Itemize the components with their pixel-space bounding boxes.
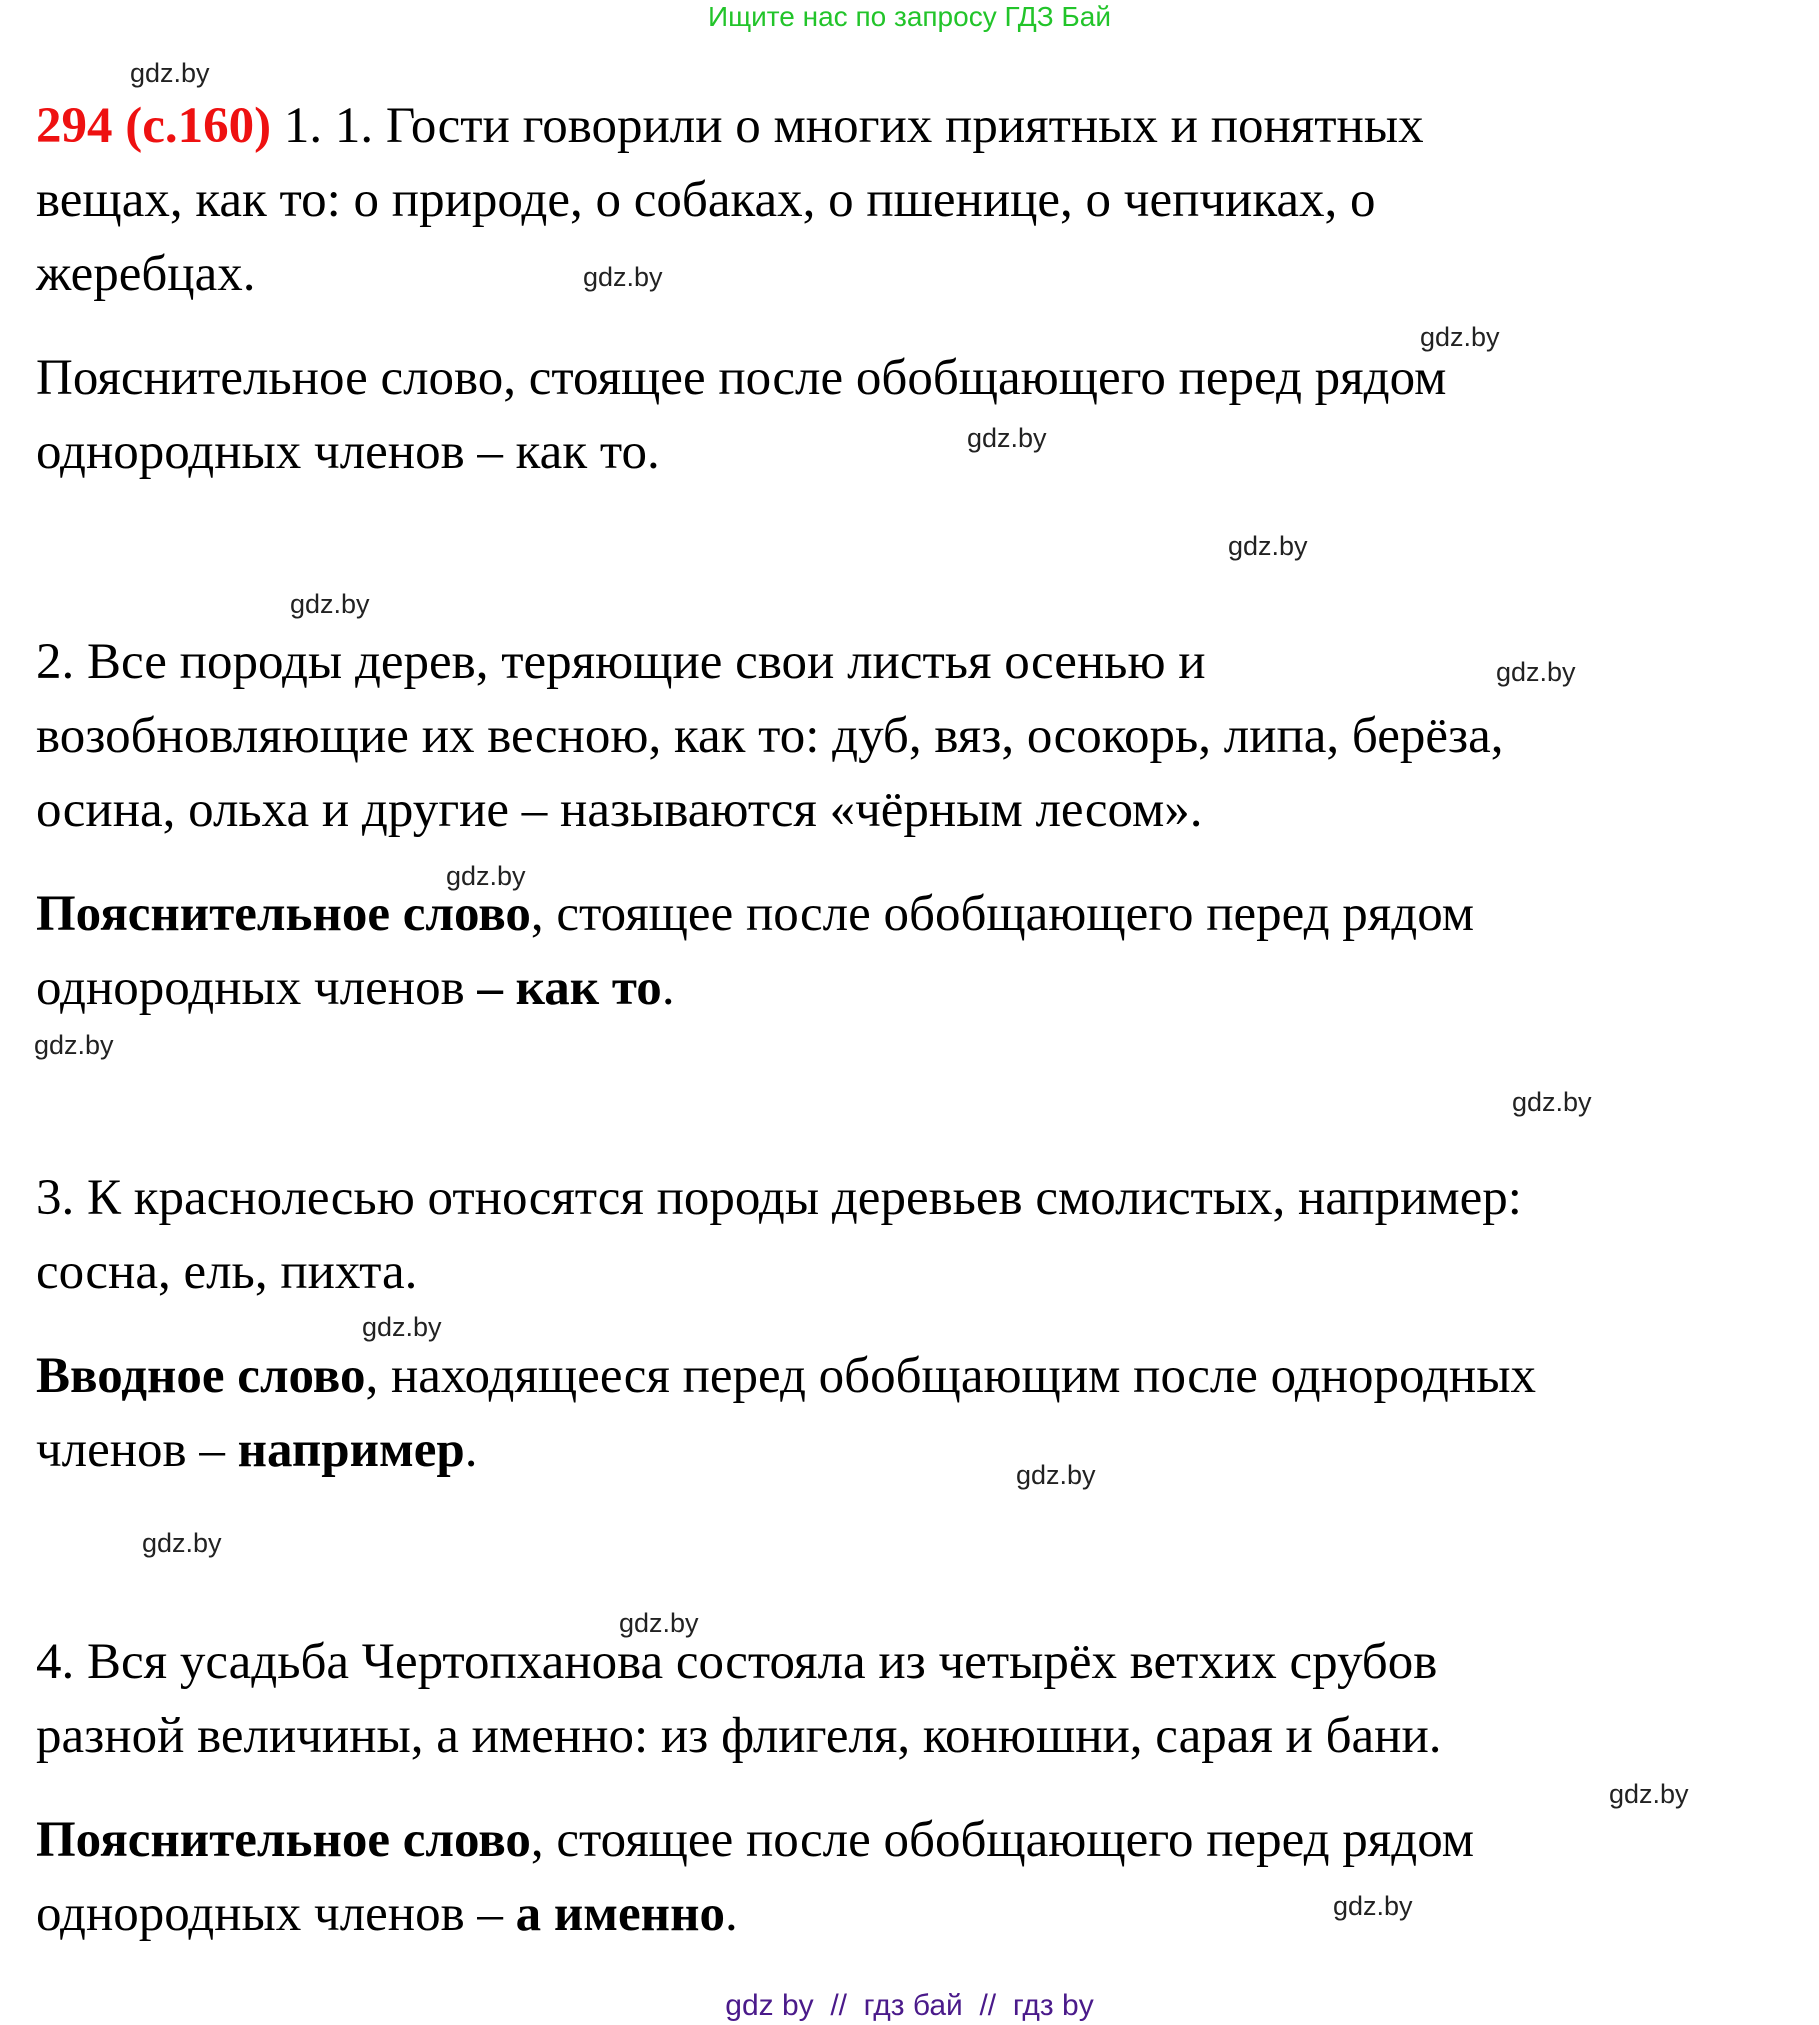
search-banner: Ищите нас по запросу ГДЗ Бай bbox=[707, 1, 1112, 32]
watermark: gdz.by bbox=[1609, 1779, 1689, 1809]
watermark: gdz.by bbox=[34, 1030, 114, 1060]
explanation-text: , находящееся перед обобщающим после однородных bbox=[365, 1348, 1536, 1404]
item-1-line-1 bbox=[36, 96, 1424, 156]
explanation-text: однородных членов – bbox=[36, 1886, 516, 1942]
item-2-line-2: возобновляющие их весною, как то: дуб, вяз, осокорь, липа, берёза, bbox=[36, 708, 1504, 764]
item-2-explanation-line-1 bbox=[36, 884, 1474, 944]
explanation-term: Пояснительное слово bbox=[36, 350, 504, 406]
watermark: gdz.by bbox=[1420, 322, 1500, 352]
item-4-line-2: разной величины, а именно: из флигеля, конюшни, сарая и бани. bbox=[36, 1708, 1442, 1764]
explanation-text: , стоящее после обобщающего перед рядом bbox=[503, 350, 1447, 406]
period: . bbox=[724, 1886, 738, 1942]
explanation-term: Вводное слово bbox=[36, 1348, 366, 1404]
watermark: gdz.by bbox=[142, 1528, 222, 1558]
item-2-line-3: осина, ольха и другие – называются «чёрным лесом». bbox=[36, 782, 1203, 838]
item-text: 1. 1. Гости говорили о многих приятных и понятных bbox=[283, 98, 1424, 154]
explanation-text: , стоящее после обобщающего перед рядом bbox=[530, 886, 1474, 942]
explanation-text: , стоящее после обобщающего перед рядом bbox=[530, 1812, 1474, 1868]
watermark: gdz.by bbox=[1512, 1087, 1592, 1117]
period: . bbox=[661, 960, 675, 1016]
watermark: gdz.by bbox=[290, 589, 370, 619]
watermark: gdz.by bbox=[446, 861, 526, 891]
watermark: gdz.by bbox=[130, 58, 210, 88]
explanation-text: однородных членов – bbox=[36, 424, 516, 480]
watermark: gdz.by bbox=[619, 1608, 699, 1638]
watermark: gdz.by bbox=[362, 1312, 442, 1342]
watermark: gdz.by bbox=[1333, 1891, 1413, 1921]
explanation-word: как то bbox=[515, 424, 647, 480]
item-3-explanation-line-1 bbox=[36, 1346, 1536, 1406]
item-1-explanation-line-1 bbox=[36, 348, 1446, 408]
item-1-explanation-line-2 bbox=[36, 422, 660, 482]
period: . bbox=[464, 1422, 478, 1478]
item-3-line-2: сосна, ель, пихта. bbox=[36, 1244, 418, 1300]
watermark: gdz.by bbox=[583, 262, 663, 292]
explanation-text: однородных членов bbox=[36, 960, 478, 1016]
footer-links: gdz by // гдз бай // гдз by bbox=[725, 1989, 1094, 2022]
item-3-line-1: 3. К краснолесью относятся породы деревьев смолистых, например: bbox=[36, 1170, 1522, 1226]
watermark: gdz.by bbox=[1016, 1460, 1096, 1490]
explanation-term: Пояснительное слово bbox=[36, 886, 531, 942]
watermark: gdz.by bbox=[1228, 531, 1308, 561]
item-4-line-1: 4. Вся усадьба Чертопханова состояла из четырёх ветхих срубов bbox=[36, 1634, 1438, 1690]
explanation-word: а именно bbox=[515, 1886, 725, 1942]
item-2-line-1: 2. Все породы дерев, теряющие свои листья осенью и bbox=[36, 634, 1206, 690]
explanation-word: например bbox=[237, 1422, 465, 1478]
watermark: gdz.by bbox=[1496, 657, 1576, 687]
period: . bbox=[646, 424, 660, 480]
explanation-text: членов – bbox=[36, 1422, 238, 1478]
explanation-term: Пояснительное слово bbox=[36, 1812, 531, 1868]
item-3-explanation-line-2 bbox=[36, 1420, 477, 1480]
item-1-line-3: жеребцах. bbox=[36, 246, 256, 302]
item-1-line-2: вещах, как то: о природе, о собаках, о пшенице, о чепчиках, о bbox=[36, 172, 1376, 228]
watermark: gdz.by bbox=[967, 423, 1047, 453]
item-2-explanation-line-2 bbox=[36, 958, 675, 1018]
task-number: 294 (с.160) bbox=[36, 98, 272, 154]
explanation-word: – как то bbox=[477, 960, 662, 1016]
item-4-explanation-line-2 bbox=[36, 1884, 738, 1944]
item-4-explanation-line-1 bbox=[36, 1810, 1474, 1870]
